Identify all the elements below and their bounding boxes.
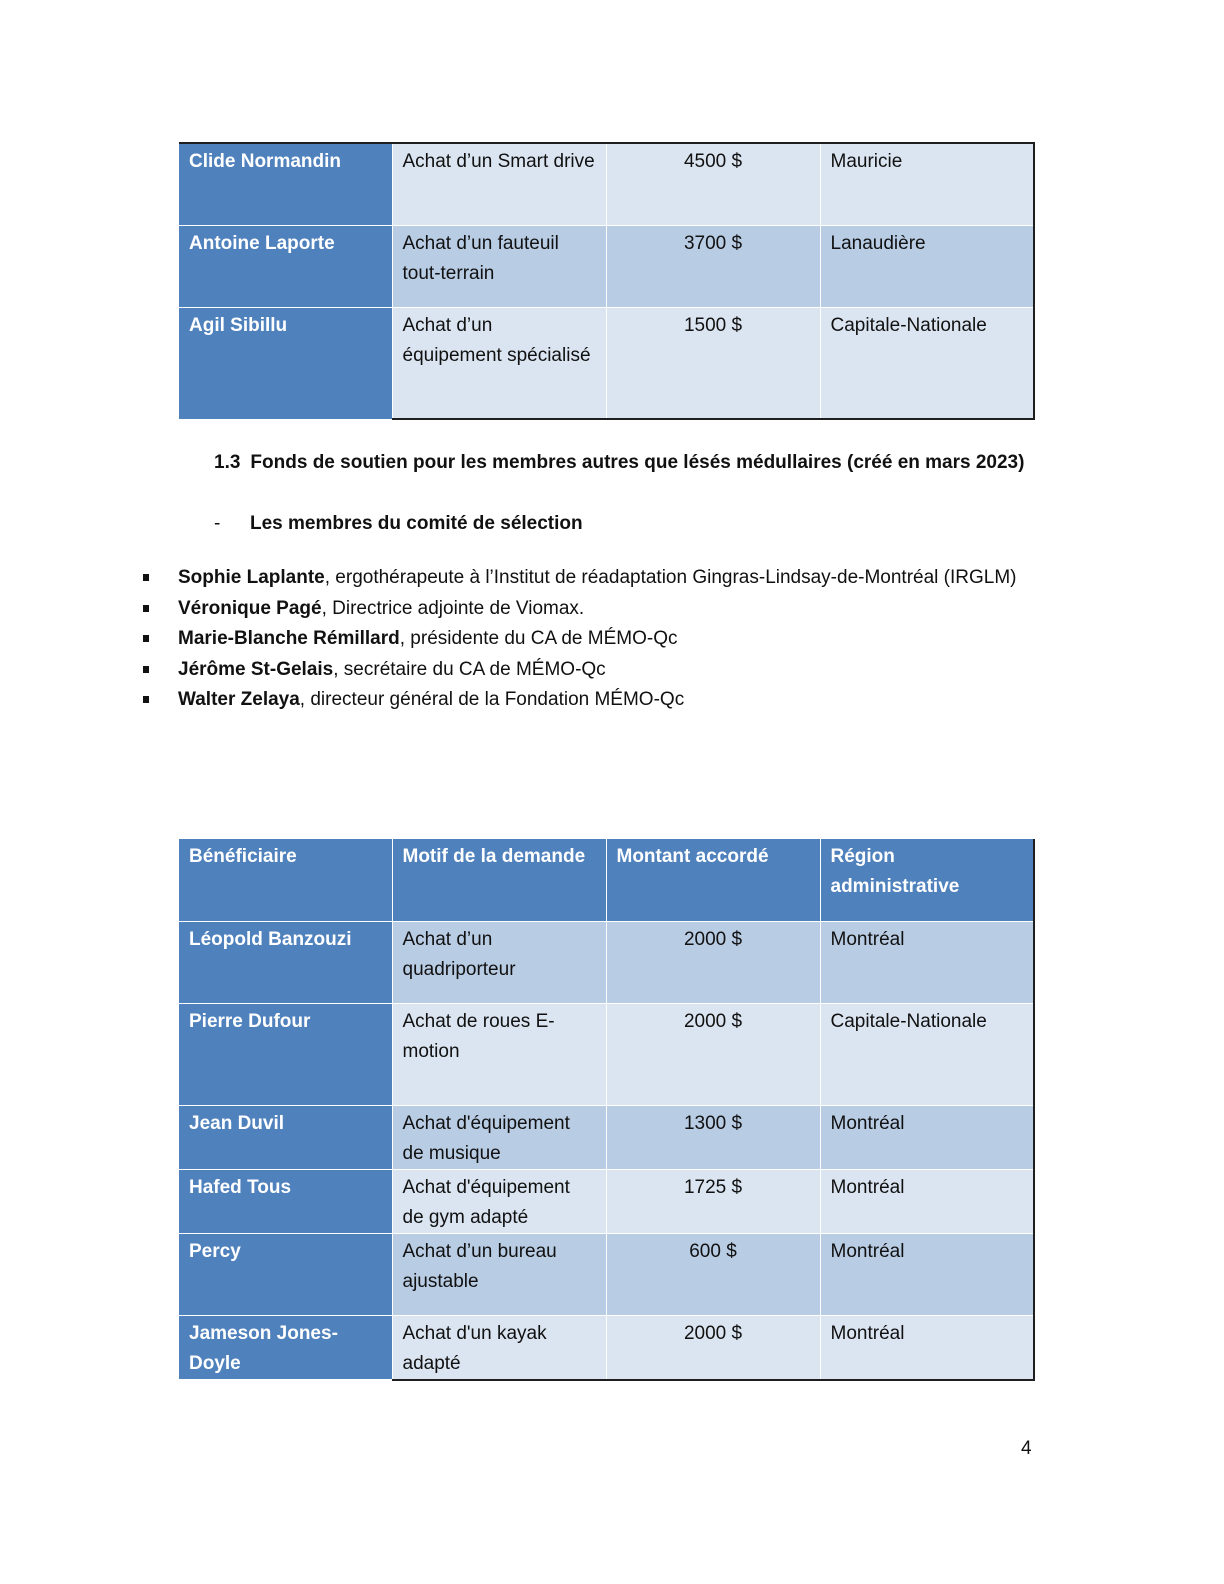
motive-cell: Achat de roues E-motion xyxy=(392,1003,606,1105)
table-row xyxy=(179,225,1034,307)
member-description: , Directrice adjointe de Viomax. xyxy=(321,597,585,619)
member-name: Sophie Laplante xyxy=(178,567,325,588)
table-row xyxy=(179,307,1034,419)
section-title: Fonds de soutien pour les membres autres que lésés médullaires (créé en mars 2023) xyxy=(250,452,1025,473)
square-bullet-icon xyxy=(143,635,149,642)
sub-heading-title: Les membres du comité de sélection xyxy=(250,513,583,534)
beneficiary-cell: Percy xyxy=(179,1233,392,1315)
motive-cell: Achat d’un bureau ajustable xyxy=(392,1233,606,1315)
region-cell: Capitale-Nationale xyxy=(820,307,1034,419)
dash-marker: - xyxy=(214,513,221,534)
motive-cell: Achat d'équipement de gym adapté xyxy=(392,1169,606,1233)
header-motive: Motif de la demande xyxy=(392,839,606,921)
beneficiary-cell: Agil Sibillu xyxy=(179,307,392,419)
square-bullet-icon xyxy=(143,574,149,581)
region-cell: Montréal xyxy=(820,1169,1034,1233)
region-cell: Mauricie xyxy=(820,143,1034,225)
table-row xyxy=(179,1315,1034,1380)
beneficiary-cell: Jameson Jones-Doyle xyxy=(179,1315,392,1380)
grant-table-continued xyxy=(179,142,1035,420)
member-description: , présidente du CA de MÉMO-Qc xyxy=(399,628,678,649)
section-heading xyxy=(214,452,1024,474)
beneficiary-cell: Pierre Dufour xyxy=(179,1003,392,1105)
header-beneficiary: Bénéficiaire xyxy=(179,839,392,921)
member-name: Véronique Pagé xyxy=(178,597,322,619)
amount-cell: 1725 $ xyxy=(606,1169,820,1233)
committee-member-list xyxy=(178,563,1038,716)
beneficiary-cell: Jean Duvil xyxy=(179,1105,392,1169)
amount-cell: 2000 $ xyxy=(606,1003,820,1105)
motive-cell: Achat d’un équipement spécialisé xyxy=(392,307,606,419)
list-item xyxy=(178,594,1038,625)
member-description: , directeur général de la Fondation MÉMO-Qc xyxy=(299,689,685,710)
member-description: , ergothérapeute à l’Institut de réadaptation Gingras-Lindsay-de-Montréal (IRGLM) xyxy=(324,567,1017,588)
section-number: 1.3 xyxy=(214,452,241,473)
amount-cell: 2000 $ xyxy=(606,1315,820,1380)
amount-cell: 1300 $ xyxy=(606,1105,820,1169)
table-row xyxy=(179,1233,1034,1315)
square-bullet-icon xyxy=(143,696,149,703)
beneficiary-cell: Léopold Banzouzi xyxy=(179,921,392,1003)
amount-cell: 3700 $ xyxy=(606,225,820,307)
member-name: Marie-Blanche Rémillard xyxy=(178,628,400,649)
amount-cell: 1500 $ xyxy=(606,307,820,419)
header-region: Région administrative xyxy=(820,839,1034,921)
table-row xyxy=(179,921,1034,1003)
table-row xyxy=(179,1105,1034,1169)
page-number: 4 xyxy=(1021,1438,1032,1459)
region-cell: Montréal xyxy=(820,1105,1034,1169)
region-cell: Montréal xyxy=(820,1315,1034,1380)
beneficiary-cell: Clide Normandin xyxy=(179,143,392,225)
motive-cell: Achat d'un kayak adapté xyxy=(392,1315,606,1380)
region-cell: Lanaudière xyxy=(820,225,1034,307)
grant-table xyxy=(179,839,1035,1381)
square-bullet-icon xyxy=(143,605,149,612)
table-row xyxy=(179,143,1034,225)
sub-heading xyxy=(214,513,583,535)
motive-cell: Achat d’un Smart drive xyxy=(392,143,606,225)
square-bullet-icon xyxy=(143,666,149,673)
motive-cell: Achat d'équipement de musique xyxy=(392,1105,606,1169)
motive-cell: Achat d’un quadriporteur xyxy=(392,921,606,1003)
member-description: , secrétaire du CA de MÉMO-Qc xyxy=(333,658,606,680)
amount-cell: 2000 $ xyxy=(606,921,820,1003)
motive-cell: Achat d’un fauteuil tout-terrain xyxy=(392,225,606,307)
beneficiary-cell: Hafed Tous xyxy=(179,1169,392,1233)
list-item xyxy=(178,685,1038,716)
region-cell: Montréal xyxy=(820,921,1034,1003)
list-item xyxy=(178,655,1038,686)
list-item xyxy=(178,624,1038,655)
table-header-row xyxy=(179,839,1034,921)
amount-cell: 4500 $ xyxy=(606,143,820,225)
table-row xyxy=(179,1169,1034,1233)
member-name: Jérôme St-Gelais xyxy=(178,658,334,680)
table-row xyxy=(179,1003,1034,1105)
member-name: Walter Zelaya xyxy=(178,689,300,710)
amount-cell: 600 $ xyxy=(606,1233,820,1315)
header-amount: Montant accordé xyxy=(606,839,820,921)
list-item xyxy=(178,563,1038,594)
region-cell: Capitale-Nationale xyxy=(820,1003,1034,1105)
beneficiary-cell: Antoine Laporte xyxy=(179,225,392,307)
region-cell: Montréal xyxy=(820,1233,1034,1315)
